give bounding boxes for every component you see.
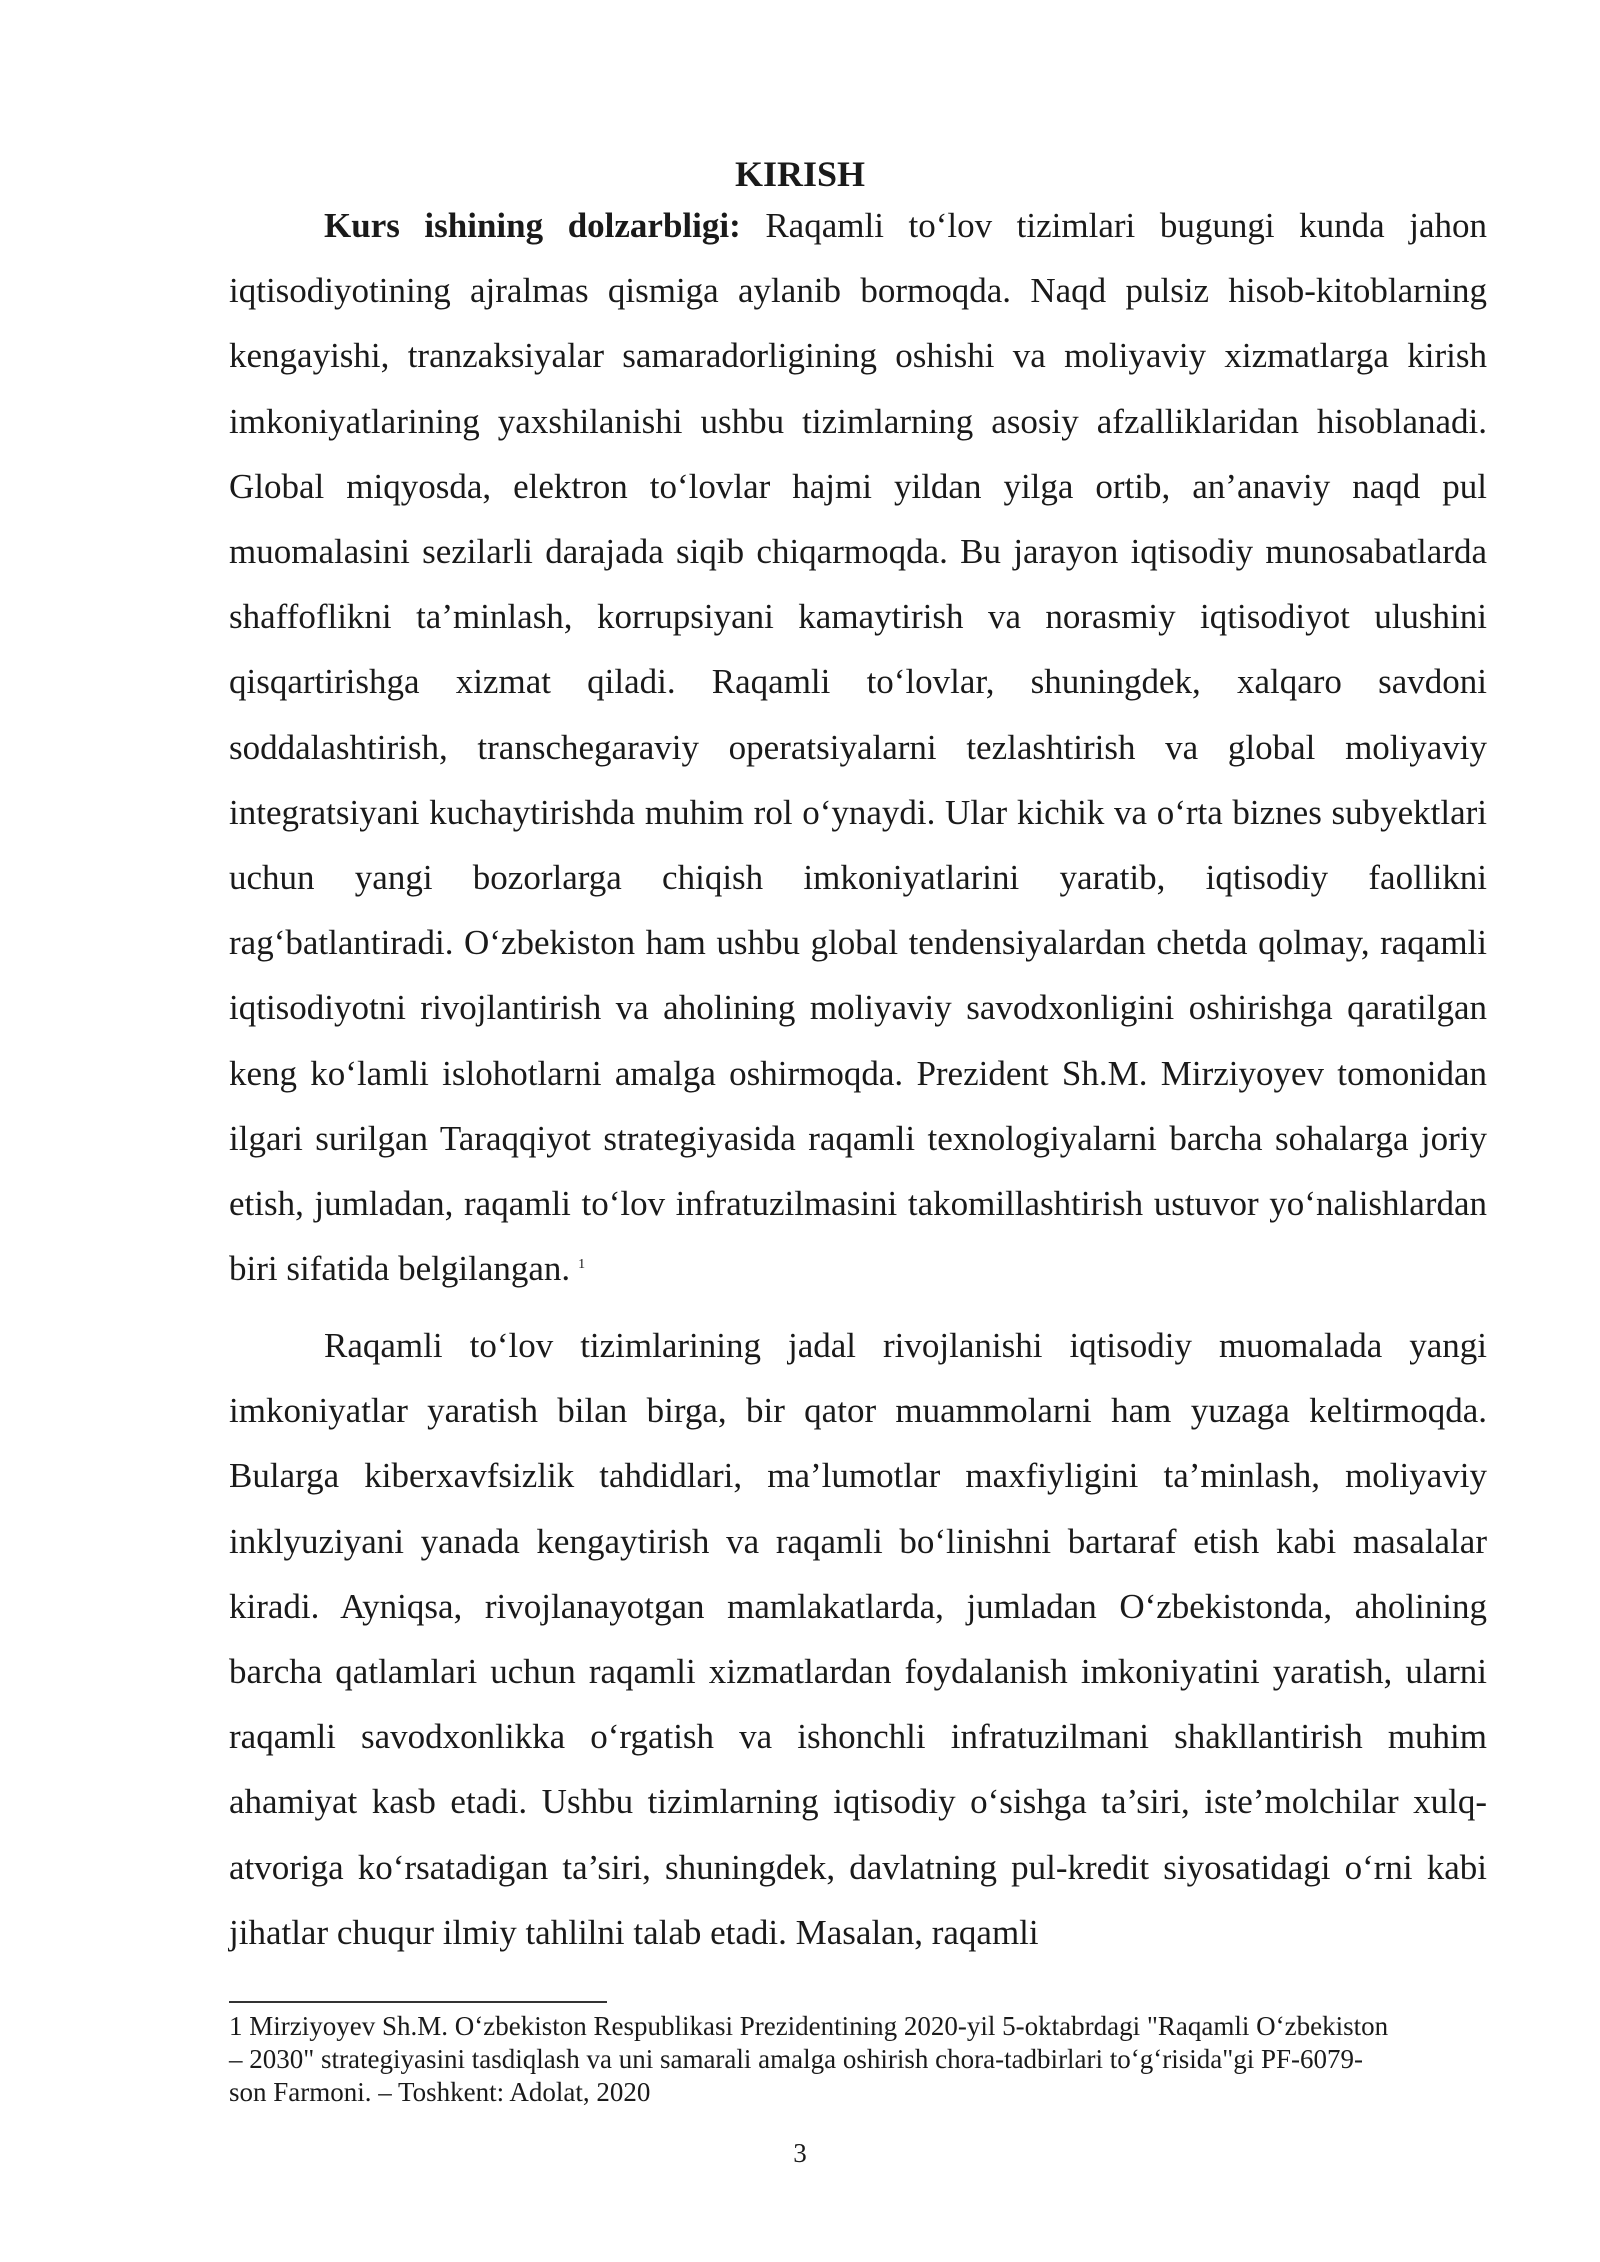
body-paragraph-relevance [229,193,1487,1301]
section-heading: KIRISH [734,154,866,194]
footnote-text: 1 Mirziyoyev Sh.M. O‘zbekiston Respublikasi Prezidentining 2020-yil 5-oktabrdagi "Raqamli O‘zbekiston – 2030" strategiyasini tasdiqlash va uni samarali amalga oshirish chora-tadbirlari to‘g‘risida"gi PF-6079-son Farmoni. – Toshkent: Adolat, 2020 [229,2011,1389,2107]
paragraph-lead: Kurs ishining dolzarbligi: [324,206,741,245]
footnote-separator [229,2001,607,2003]
footnote-reference[interactable]: 1 [578,1256,586,1272]
body-paragraph-challenges: Raqamli to‘lov tizimlarining jadal rivojlanishi iqtisodiy muomalada yangi imkoniyatlar yaratish bilan birga, bir qator muammolarni ham yuzaga keltirmoqda. Bularga kiberxavfsizlik tahdidlari, ma’lumotlar maxfiyligini ta’minlash, moliyaviy inklyuziyani yanada kengaytirish va raqamli bo‘linishni bartaraf etish kabi masalalar kiradi. Ayniqsa, rivojlanayotgan mamlakatlarda, jumladan O‘zbekistonda, aholining barcha qatlamlari uchun raqamli xizmatlardan foydalanish imkoniyatini yaratish, ularni raqamli savodxonlikka o‘rgatish va ishonchli infratuzilmani shakllantirish muhim ahamiyat kasb etadi. Ushbu tizimlarning iqtisodiy o‘sishga ta’siri, iste’molchilar xulq-atvoriga ko‘rsatadigan ta’siri, shuningdek, davlatning pul-kredit siyosatidagi o‘rni kabi jihatlar chuqur ilmiy tahlilni talab etadi. Masalan, raqamli [229,1326,1487,1952]
paragraph-text: Raqamli to‘lov tizimlari bugungi kunda jahon iqtisodiyotining ajralmas qismiga aylanib bormoqda. Naqd pulsiz hisob-kitoblarning kengayishi, tranzaksiyalar samaradorligining oshishi va moliyaviy xizmatlarga kirish imkoniyatlarining yaxshilanishi ushbu tizimlarning asosiy afzalliklaridan hisoblanadi. Global miqyosda, elektron to‘lovlar hajmi yildan yilga ortib, an’anaviy naqd pul muomalasini sezilarli darajada siqib chiqarmoqda. Bu jarayon iqtisodiy munosabatlarda shaffoflikni ta’minlash, korrupsiyani kamaytirish va norasmiy iqtisodiyot ulushini qisqartirishga xizmat qiladi. Raqamli to‘lovlar, shuningdek, xalqaro savdoni soddalashtirish, transchegaraviy operatsiyalarni tezlashtirish va global moliyaviy integratsiyani kuchaytirishda muhim rol o‘ynaydi. Ular kichik va o‘rta biznes subyektlari uchun yangi bozorlarga chiqish imkoniyatlarini yaratib, iqtisodiy faollikni rag‘batlantiradi. O‘zbekiston ham ushbu global tendensiyalardan chetda qolmay, raqamli iqtisodiyotni rivojlantirish va aholining moliyaviy savodxonligini oshirishga qaratilgan keng ko‘lamli islohotlarni amalga oshirmoqda. Prezident Sh.M. Mirziyoyev tomonidan ilgari surilgan Taraqqiyot strategiyasida raqamli texnologiyalarni barcha sohalarga joriy etish, jumladan, raqamli to‘lov infratuzilmasini takomillashtirish ustuvor yo‘nalishlardan biri sifatida belgilangan. [229,206,1487,1289]
page-number: 3 [793,2138,807,2168]
